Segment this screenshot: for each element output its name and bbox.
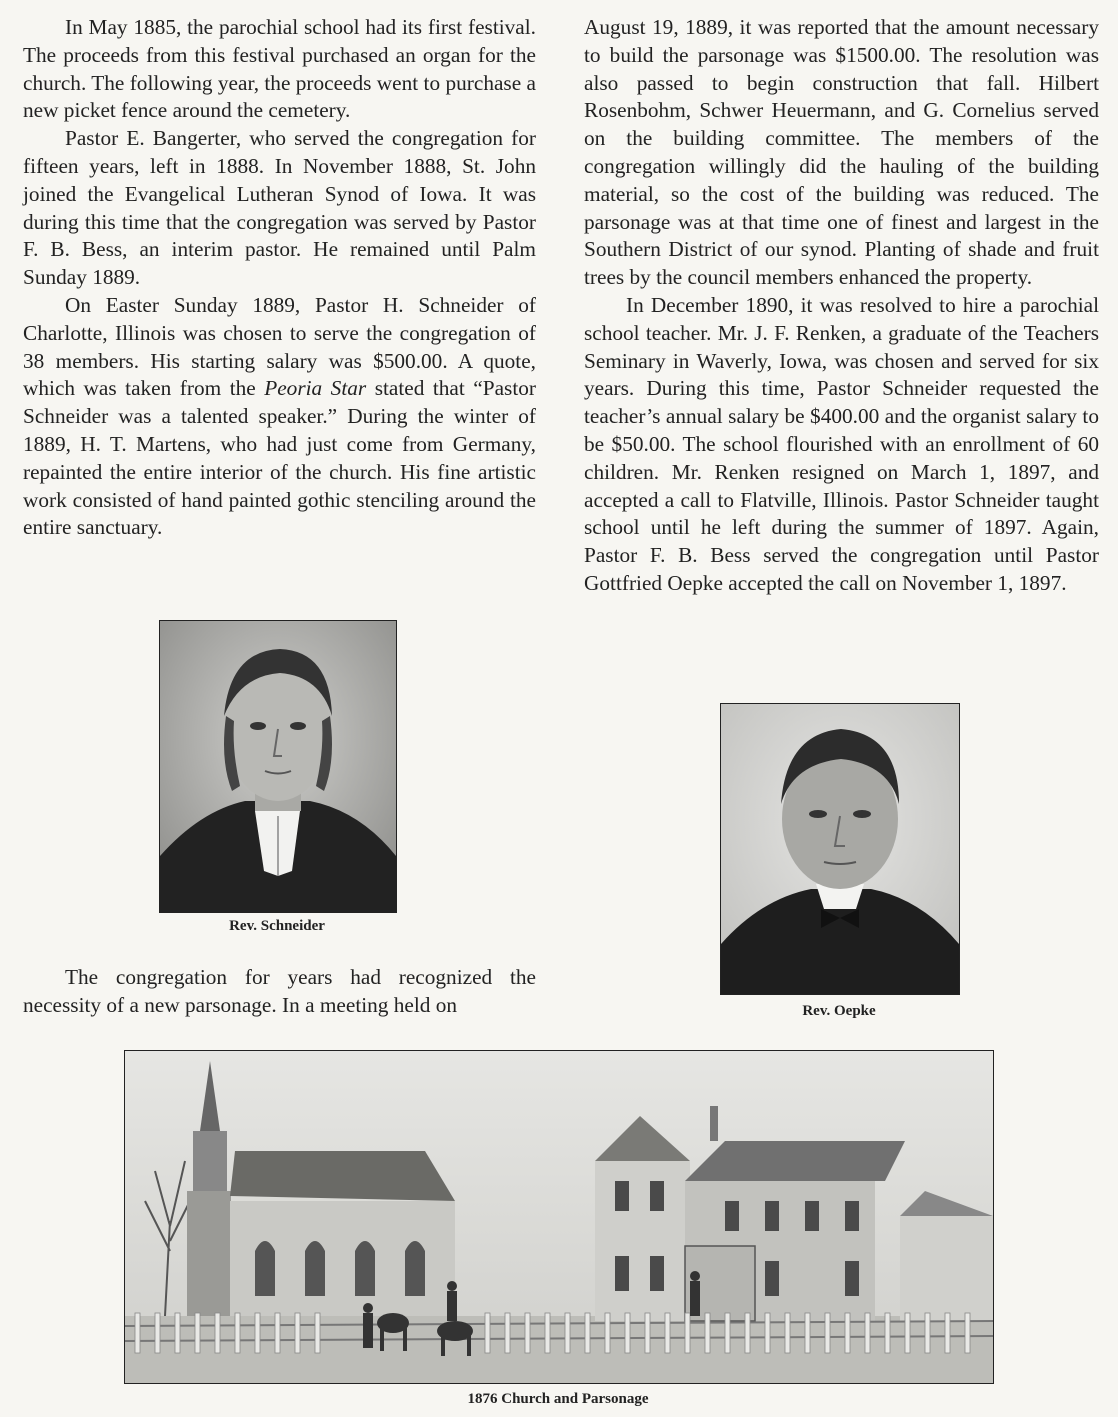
paragraph-schneider-part1: On Easter Sunday 1889, Pastor H. Schneider of Charlotte, Illinois was chosen to serve the congregation of 38 members. His starting salary was $500.00. A quote, which was taken from the	[23, 292, 536, 401]
caption-church-parsonage: 1876 Church and Parsonage	[467, 1391, 649, 1407]
caption-oepke: Rev. Oepke	[802, 1003, 876, 1019]
paragraph-festival: In May 1885, the parochial school had its first festival. The proceeds from this festival purchased an organ for the church. The following year, the proceeds went to purchase a new picket fence around the cemetery.	[23, 15, 536, 123]
paragraph-bangerter: Pastor E. Bangerter, who served the congregation for fifteen years, left in 1888. In November 1888, St. John joined the Evangelical Lutheran Synod of Iowa. It was during this time that the congregation was served by Pastor F. B. Bess, an interim pastor. He remained until Palm Sunday 1889.	[23, 126, 536, 290]
paragraph-renken: In December 1890, it was resolved to hire a parochial school teacher. Mr. J. F. Renken, a graduate of the Teachers Seminary in Waverly, Iowa, was chosen and served for six years. During this time, Pastor Schneider requested the teacher’s annual salary be $400.00 and the organist salary to be $50.00. The school flourished with an enrollment of 60 children. Mr. Renken resigned on March 1, 1897, and accepted a call to Flatville, Illinois. Pastor Schneider taught school until he left during the summer of 1897. Again, Pastor F. B. Bess served the congregation until Pastor Gottfried Oepke accepted the call on November 1, 1897.	[584, 292, 1099, 595]
portrait-oepke-image	[721, 704, 959, 994]
portrait-oepke	[720, 703, 960, 995]
peoria-star-title: Peoria Star	[264, 376, 367, 401]
paragraph-schneider	[23, 292, 536, 542]
paragraph-parsonage-intro: The congregation for years had recognized the necessity of a new parsonage. In a meeting held on	[23, 965, 536, 1017]
paragraph-schneider-part2: stated that “Pastor Schneider was a talented speaker.” During the winter of 1889, H. T. Martens, who had just come from Germany, repainted the entire interior of the church. His fine artistic work consisted of hand painted gothic stenciling around the entire sanctuary.	[23, 376, 536, 540]
left-column	[23, 14, 536, 542]
right-column	[584, 14, 1099, 598]
photo-church-parsonage	[124, 1050, 994, 1384]
paragraph-parsonage-cont: August 19, 1889, it was reported that the amount necessary to build the parsonage was $1500.00. The resolution was also passed to begin construction that fall. Hilbert Rosenbohm, Schwer Heuermann, and G. Cornelius served on the building committee. The members of the congregation willingly did the hauling of the building material, so the cost of the building was reduced. The parsonage was at that time one of finest and largest in the Southern District of our synod. Planting of shade and fruit trees by the council members enhanced the property.	[584, 15, 1099, 290]
portrait-schneider	[159, 620, 397, 913]
portrait-schneider-image	[160, 621, 396, 912]
left-column-bottom	[23, 964, 536, 1020]
church-parsonage-image	[125, 1051, 993, 1383]
caption-schneider: Rev. Schneider	[229, 918, 325, 934]
